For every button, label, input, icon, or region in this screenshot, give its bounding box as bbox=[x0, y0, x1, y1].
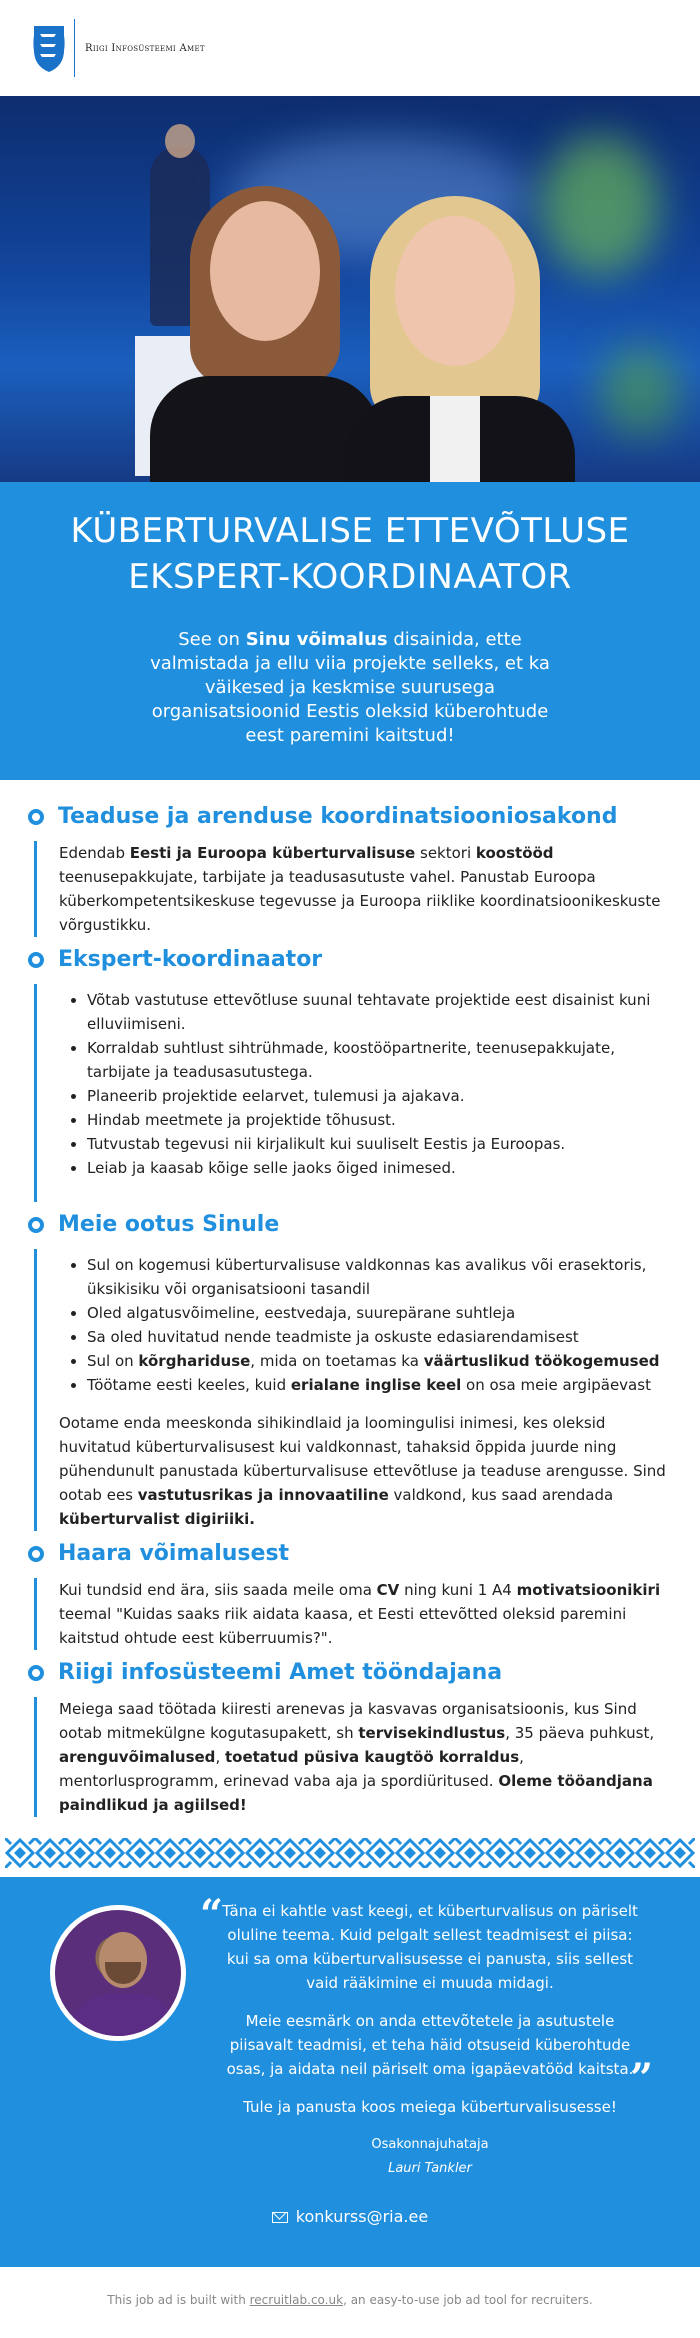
intro-post: disainida, ette valmistada ja ellu viia projekte selleks, et ka väikesed ja keskmise suurusega organisatsioonid Eestis oleksid küberohtude eest paremini kaitstud! bbox=[150, 629, 550, 746]
role-list bbox=[59, 988, 672, 1180]
list-item: • Korraldab suhtlust sihtrühmade, koostööpartnerite, teenusepakkujate, tarbijate ja teadusasutustega. bbox=[87, 1036, 672, 1084]
section-department bbox=[28, 804, 672, 937]
quote-paragraph: Täna ei kahtle vast keegi, et küberturvalisus on päriselt oluline teema. Kuid pelgalt sellest teadmisest ei piisa: kui sa oma küberturvalisusesse ei panusta, siis sellest vaid rääkimine ei muuda midagi. bbox=[222, 1902, 638, 1992]
section-heading: Ekspert-koordinaator bbox=[58, 947, 323, 972]
section-body bbox=[34, 1249, 672, 1531]
list-item: • Tutvustab tegevusi nii kirjalikult kui suuliselt Eestis ja Euroopas. bbox=[87, 1132, 672, 1156]
bold-text: Eesti ja Euroopa küberturvalisuse bbox=[129, 844, 416, 862]
open-quote-icon: “ bbox=[200, 1891, 224, 1938]
close-quote-icon: ” bbox=[630, 2055, 654, 2102]
section-header bbox=[28, 804, 672, 829]
text: on osa meie argipäevast bbox=[461, 1376, 651, 1394]
bold-text: CV bbox=[376, 1581, 400, 1599]
coat-of-arms-logo bbox=[32, 22, 66, 74]
text: ning kuni 1 A4 bbox=[399, 1581, 517, 1599]
intro-pre: See on bbox=[178, 629, 246, 650]
org-name: Riigi Infosüsteemi Amet bbox=[85, 42, 205, 54]
section-apply bbox=[28, 1541, 672, 1650]
contact bbox=[0, 2207, 700, 2226]
bullet-circle-icon bbox=[28, 1217, 44, 1233]
text: teenusepakkujate, tarbijate ja teadusasutuste vahel. Panustab Euroopa küberkompetentsikeskuse tegevusse ja Euroopa riiklike koordinatsioonikeskuste võrgustikku. bbox=[59, 868, 661, 934]
intro-bold: Sinu võimalus bbox=[245, 629, 388, 650]
bold-text: kõrghariduse bbox=[138, 1352, 251, 1370]
section-header bbox=[28, 1212, 672, 1237]
text: , bbox=[215, 1748, 225, 1766]
bold-text: vastutusrikas ja innovaatiline bbox=[137, 1486, 389, 1504]
list-item: • Leiab ja kaasab kõige selle jaoks õiged inimesed. bbox=[87, 1156, 672, 1180]
text: Ootame enda meeskonda sihikindlaid ja loomingulisi inimesi, kes oleksid huvitatud küberturvalisusest kui valdkonnast, tahaksid õppida juurde ning pühendunult panustada küberturvalisuse ettevõtluse ja teaduse arengusse. Sind ootab ees bbox=[59, 1414, 666, 1504]
section-header bbox=[28, 1660, 672, 1685]
list-item bbox=[87, 1373, 672, 1397]
section-body bbox=[34, 1697, 672, 1817]
quote-band bbox=[0, 1877, 700, 2267]
list-item: • Võtab vastutuse ettevõtluse suunal tehtavate projektide eest disainist kuni elluviimiseni. bbox=[87, 988, 672, 1036]
employer-paragraph bbox=[59, 1697, 672, 1817]
section-body bbox=[34, 984, 672, 1202]
bold-text: erialane inglise keel bbox=[290, 1376, 462, 1394]
section-heading: Haara võimalusest bbox=[58, 1541, 290, 1566]
list-item bbox=[87, 1349, 672, 1373]
section-role bbox=[28, 947, 672, 1202]
text: Sul on bbox=[87, 1352, 139, 1370]
header-divider bbox=[74, 19, 75, 77]
bold-text: küberturvalist digiriiki. bbox=[59, 1510, 255, 1528]
bold-text: motivatsioonikiri bbox=[516, 1581, 661, 1599]
header bbox=[0, 0, 700, 96]
section-body bbox=[34, 1578, 672, 1650]
text: teemal "Kuidas saaks riik aidata kaasa, et Eesti ettevõtted oleksid paremini kaitstud ohtude eest küberruumis?". bbox=[59, 1605, 627, 1647]
section-expectations bbox=[28, 1212, 672, 1531]
avatar bbox=[50, 1905, 186, 2041]
bullet-circle-icon bbox=[28, 1665, 44, 1681]
content bbox=[0, 780, 700, 1817]
expectations-paragraph bbox=[59, 1411, 672, 1531]
bullet-circle-icon bbox=[28, 809, 44, 825]
footer bbox=[0, 2267, 700, 2307]
text: Töötame eesti keeles, kuid bbox=[87, 1376, 291, 1394]
footer-text: This job ad is built with bbox=[107, 2293, 250, 2307]
section-heading: Meie ootus Sinule bbox=[58, 1212, 280, 1237]
bold-text: Oleme tööandjana paindlikud ja agiilsed! bbox=[59, 1772, 653, 1814]
text: Edendab bbox=[59, 844, 130, 862]
bullet-circle-icon bbox=[28, 952, 44, 968]
intro-text bbox=[150, 628, 550, 748]
email-link[interactable]: konkurss@ria.ee bbox=[295, 2207, 429, 2226]
decorative-pattern bbox=[0, 1835, 700, 1871]
title-band bbox=[0, 482, 700, 780]
apply-paragraph bbox=[59, 1578, 672, 1650]
section-employer bbox=[28, 1660, 672, 1817]
quote-text bbox=[220, 1899, 640, 2181]
bullet-circle-icon bbox=[28, 1546, 44, 1562]
expectations-list bbox=[59, 1253, 672, 1397]
section-header bbox=[28, 947, 672, 972]
list-item: • Sa oled huvitatud nende teadmiste ja oskuste edasiarendamisest bbox=[87, 1325, 672, 1349]
list-item: • Hindab meetmete ja projektide tõhusust. bbox=[87, 1108, 672, 1132]
section-heading: Teaduse ja arenduse koordinatsiooniosakond bbox=[58, 804, 618, 829]
quote-paragraph: Meie eesmärk on anda ettevõtetele ja asutustele piisavalt teadmisi, et teha häid otsuseid küberohtude osas, ja aidata neil päriselt oma igapäevatööd kaitsta. bbox=[226, 2012, 634, 2078]
signer-name: Lauri Tankler bbox=[388, 2161, 472, 2176]
bold-text: koostööd bbox=[475, 844, 554, 862]
text: , mida on toetamas ka bbox=[250, 1352, 424, 1370]
list-item: • Oled algatusvõimeline, eestvedaja, suurepärane suhtleja bbox=[87, 1301, 672, 1325]
signer-role: Osakonnajuhataja bbox=[371, 2137, 489, 2152]
job-title bbox=[40, 508, 660, 600]
dept-paragraph bbox=[59, 841, 672, 937]
section-body bbox=[34, 841, 672, 937]
list-item: • Planeerib projektide eelarvet, tulemusi ja ajakava. bbox=[87, 1084, 672, 1108]
recruitlab-link[interactable]: recruitlab.co.uk bbox=[249, 2293, 344, 2307]
text: valdkond, kus saad arendada bbox=[388, 1486, 614, 1504]
job-title-line2: EKSPERT-KOORDINAATOR bbox=[128, 557, 572, 597]
text: , mentorlusprogramm, erinevad vaba aja ja spordiüritused. bbox=[59, 1748, 524, 1790]
section-heading: Riigi infosüsteemi Amet tööndajana bbox=[58, 1660, 503, 1685]
footer-text: , an easy-to-use job ad tool for recruiters. bbox=[343, 2293, 593, 2307]
text: , 35 päeva puhkust, bbox=[505, 1724, 655, 1742]
bold-text: toetatud püsiva kaugtöö korraldus bbox=[224, 1748, 520, 1766]
hero-photo bbox=[0, 96, 700, 482]
text: sektori bbox=[415, 844, 476, 862]
text: Kui tundsid end ära, siis saada meile oma bbox=[59, 1581, 377, 1599]
section-header bbox=[28, 1541, 672, 1566]
bold-text: tervisekindlustus bbox=[358, 1724, 506, 1742]
bold-text: väärtuslikud töökogemused bbox=[423, 1352, 660, 1370]
quote-paragraph: Tule ja panusta koos meiega küberturvalisusesse! bbox=[243, 2098, 617, 2116]
list-item: • Sul on kogemusi küberturvalisuse valdkonnas kas avalikus või erasektoris, üksikisiku või organisatsiooni tasandil bbox=[87, 1253, 672, 1301]
mail-icon bbox=[272, 2212, 288, 2223]
text: Meiega saad töötada kiiresti arenevas ja kasvavas organisatsioonis, kus Sind ootab mitmekülgne kogutasupakett, sh bbox=[59, 1700, 637, 1742]
ornament-pattern-icon bbox=[5, 1838, 695, 1868]
bold-text: arenguvõimalused bbox=[59, 1748, 216, 1766]
job-title-line1: KÜBERTURVALISE ETTEVÕTLUSE bbox=[70, 511, 630, 551]
